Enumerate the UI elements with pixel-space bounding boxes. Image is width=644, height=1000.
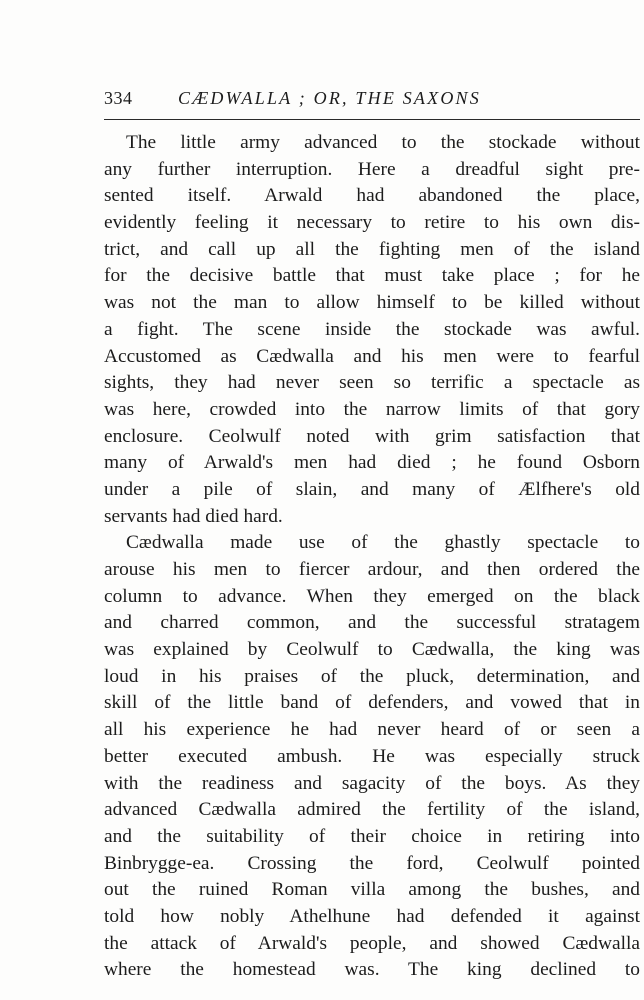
running-header: [104, 88, 640, 114]
text-line: under a pile of slain, and many of Ælfhere's old: [104, 478, 640, 500]
text-line: a fight. The scene inside the stockade was awful.: [104, 318, 640, 340]
text-line: was not the man to allow himself to be killed without: [104, 292, 640, 314]
text-line: was here, crowded into the narrow limits of that gory: [104, 398, 640, 420]
text-line: servants had died hard.: [104, 505, 283, 527]
text-line: was explained by Ceolwulf to Cædwalla, the king was: [104, 639, 640, 661]
text-line: sented itself. Arwald had abandoned the place,: [104, 185, 640, 207]
body-text: [104, 130, 640, 984]
paragraph-2: [104, 530, 640, 984]
text-line: Accustomed as Cædwalla and his men were to fearful: [104, 345, 640, 367]
text-line: The little army advanced to the stockade without: [126, 132, 640, 153]
text-line: better executed ambush. He was especially struck: [104, 745, 640, 767]
text-line: with the readiness and sagacity of the boys. As they: [104, 772, 640, 794]
text-line: out the ruined Roman villa among the bushes, and: [104, 879, 640, 901]
text-line: evidently feeling it necessary to retire to his own dis-: [104, 212, 640, 234]
text-line: and charred common, and the successful stratagem: [104, 612, 640, 634]
text-line: column to advance. When they emerged on the black: [104, 585, 640, 607]
text-line: skill of the little band of defenders, and vowed that in: [104, 692, 640, 714]
text-line: advanced Cædwalla admired the fertility of the island,: [104, 799, 640, 821]
text-line: all his experience he had never heard of or seen a: [104, 719, 640, 741]
text-line: any further interruption. Here a dreadful sight pre-: [104, 158, 640, 180]
page-number: 334: [104, 88, 133, 108]
text-line: sights, they had never seen so terrific a spectacle as: [104, 372, 640, 394]
running-title: CÆDWALLA ; OR, THE SAXONS: [178, 88, 481, 108]
text-line: Binbrygge-ea. Crossing the ford, Ceolwulf pointed: [104, 852, 640, 874]
text-line: enclosure. Ceolwulf noted with grim satisfaction that: [104, 425, 640, 447]
text-line: loud in his praises of the pluck, determination, and: [104, 665, 640, 687]
text-line: told how nobly Athelhune had defended it against: [104, 905, 640, 927]
text-line: for the decisive battle that must take place ; for he: [104, 265, 640, 287]
text-line: where the homestead was. The king declined to: [104, 959, 640, 981]
paragraph-1: [104, 130, 640, 530]
header-rule: [104, 119, 640, 120]
text-line: the attack of Arwald's people, and showed Cædwalla: [104, 932, 640, 954]
text-line: arouse his men to fiercer ardour, and then ordered the: [104, 559, 640, 580]
text-line: trict, and call up all the fighting men of the island: [104, 238, 640, 260]
text-line: and the suitability of their choice in retiring into: [104, 825, 640, 847]
text-line: many of Arwald's men had died ; he found Osborn: [104, 452, 640, 474]
text-line: Cædwalla made use of the ghastly spectacle to: [126, 532, 640, 554]
